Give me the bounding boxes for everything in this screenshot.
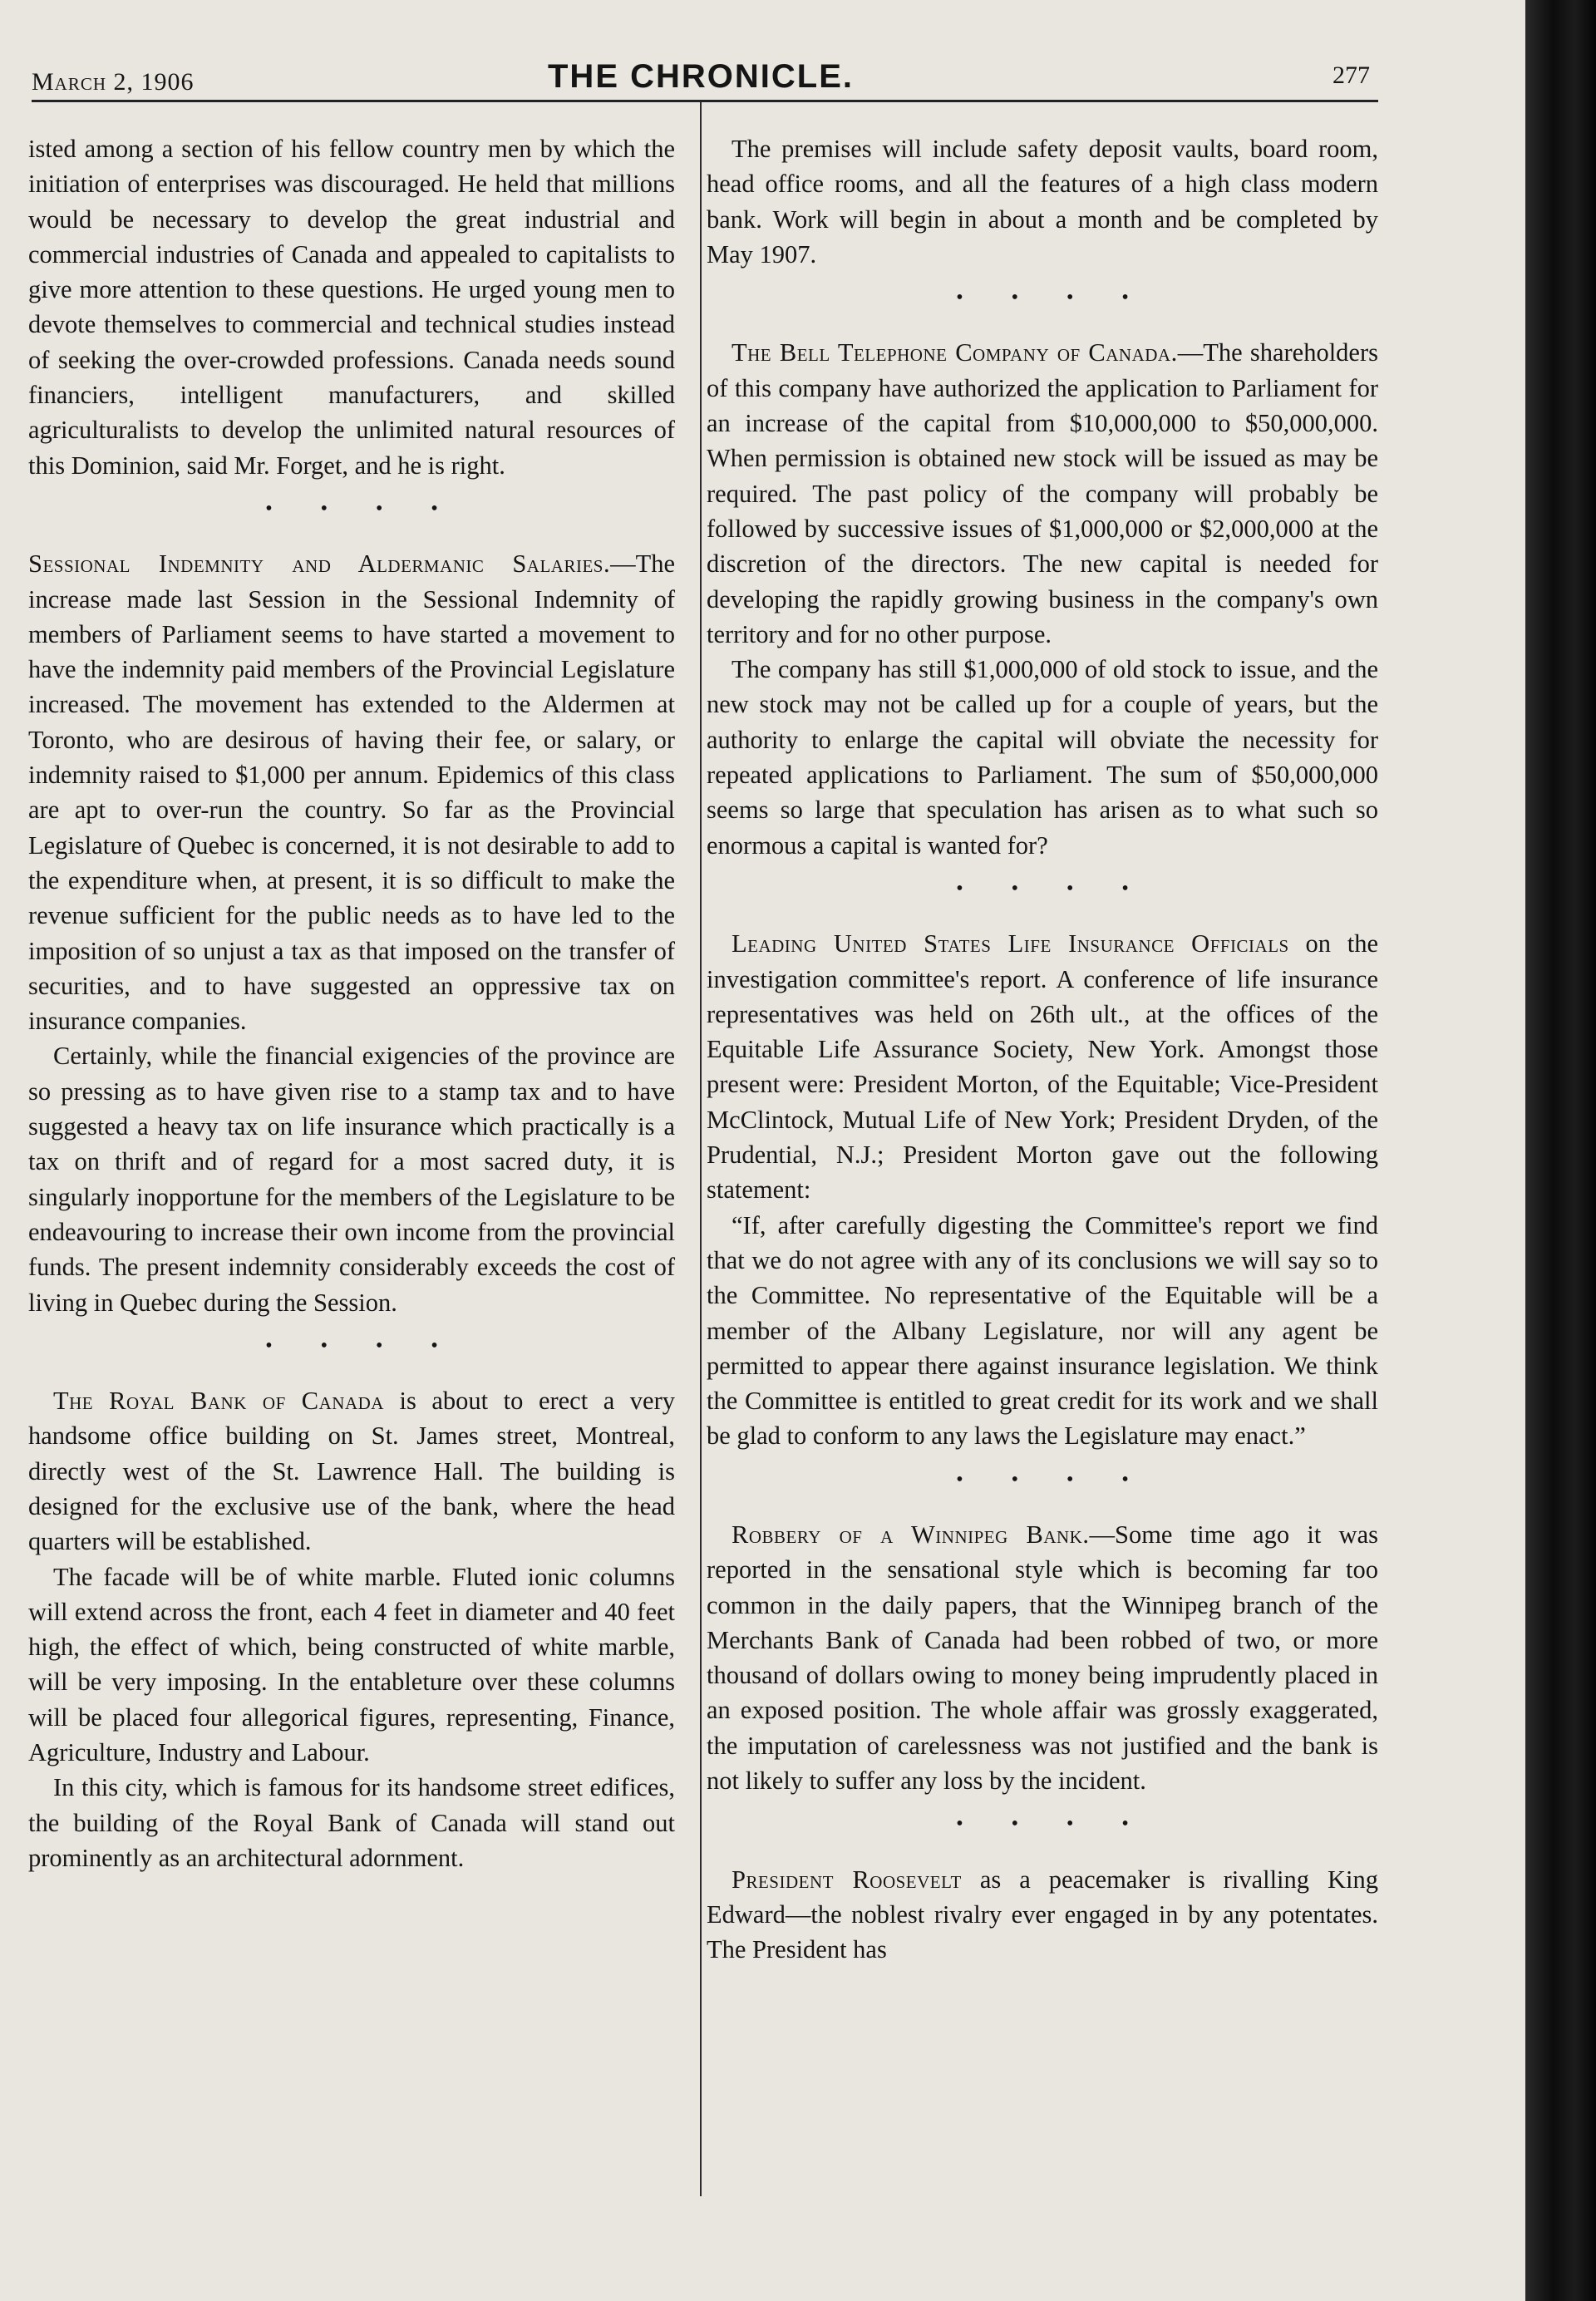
section-separator: • • • • — [265, 1334, 460, 1357]
statement-quote: “If, after carefully digesting the Committee's report we find that we do not agree with any of its conclusions we will say so to the Committee. No representative of the Equitable will be a member of the Albany Legislature, nor will any agent be permitted to appear there against insurance legislation. We think the Committee is entitled to great credit for its work and we shall be glad to conform to any laws the Legislature may enact.” — [707, 1210, 1378, 1451]
article-text: as a peacemaker is rivalling King Edward—the noblest rivalry ever engaged in by any potentates. The President has — [707, 1865, 1379, 1964]
right-column — [707, 131, 1378, 1968]
in-this-city-paragraph: In this city, which is famous for its handsome street edifices, the building of the Royal Bank of Canada will stand out prominently as an architectural adornment. — [28, 1773, 675, 1872]
article-heading: Sessional Indemnity and Aldermanic Salaries. — [28, 549, 611, 579]
page-header — [32, 52, 1370, 101]
article-heading: Leading United States Life Insurance Officials — [732, 929, 1289, 958]
roosevelt-article — [707, 1862, 1378, 1968]
article-heading: President Roosevelt — [732, 1865, 962, 1894]
section-separator: • • • • — [956, 1468, 1150, 1490]
bell-telephone-article — [707, 335, 1378, 652]
certainly-paragraph: Certainly, while the financial exigencies of the province are so pressing as to have given rise to a stamp tax and to have suggested a heavy tax on life insurance which practically is a tax on thrift and of regard for a most sacred duty, it is singularly inopportune for the members of the Legislature to be endeavouring to increase their own income from the provincial funds. The present indemnity considerably exceeds the cost of living in Quebec during the Session. — [28, 1042, 675, 1317]
article-text: —Some time ago it was reported in the sensational style which is becoming far too common in the daily papers, that the Winnipeg branch of the Merchants Bank of Canada had been robbed of two, or more thousand of dollars owing to money being imprudently placed in an exposed position. The whole affair was grossly exaggerated, the imputation of carelessness was not justified and the bank is not likely to suffer any loss by the incident. — [707, 1520, 1378, 1796]
section-separator: • • • • — [265, 497, 460, 520]
section-separator: • • • • — [956, 877, 1150, 899]
forget-paragraph: isted among a section of his fellow country men by which the initiation of enterprises was discouraged. He held that millions would be necessary to develop the great industrial and commercial industries of Canada and appealed to capitalists to give more attention to these questions. He urged young men to devote themselves to commercial and technical studies instead of seeking the over-crowded professions. Canada needs sound financiers, intelligent manufacturers, and skilled agriculturalists to develop the unlimited natural resources of this Dominion, said Mr. Forget, and he is right. — [28, 135, 675, 480]
article-text: —The shareholders of this company have authorized the application to Parliament for an increase of the capital from $10,000,000 to $50,000,000. When permission is obtained new stock will be issued as may be required. The past policy of the company will probably be followed by successive issues of $1,000,000 or $2,000,000 at the discretion of the directors. The new capital is needed for developing the rapidly growing business in the company's own territory and for no other purpose. — [707, 338, 1378, 648]
issue-date: March 2, 1906 — [32, 68, 195, 96]
header-rule — [32, 100, 1378, 102]
article-heading: The Bell Telephone Company of Canada. — [732, 338, 1178, 367]
premises-paragraph: The premises will include safety deposit vaults, board room, head office rooms, and all the features of a high class modern bank. Work will begin in about a month and be completed by May 1907. — [707, 135, 1378, 269]
bell-paragraph-2: The company has still $1,000,000 of old stock to issue, and the new stock may not be called up for a couple of years, but the authority to enlarge the capital will obviate the necessity for repeated applications to Parliament. The sum of $50,000,000 seems so large that speculation has arisen as to what such so enormous a capital is wanted for? — [707, 655, 1378, 860]
section-separator: • • • • — [956, 287, 1150, 309]
article-text: on the investigation committee's report. A conference of life insurance representatives was held on 26th ult., at the offices of the Equitable Life Assurance Society, New York. Amongst those present were: President Morton, of the Equitable; Vice-President McClintock, Mutual Life of New York; President Dryden, of the Prudential, N.J.; President Morton gave out the following statement: — [707, 929, 1378, 1205]
column-divider — [700, 101, 702, 2196]
article-text: —The increase made last Session in the Sessional Indemnity of members of Parliament seems to have started a movement to have the indemnity paid members of the Provincial Legislature increased. The movement has extended to the Aldermen at Toronto, who are desirous of having their fee, or salary, or indemnity raised to $1,000 per annum. Epidemics of this class are apt to over-run the country. So far as the Provincial Legislature of Quebec is concerned, it is not desirable to add to the expenditure when, at present, it is so difficult to make the revenue sufficient for the public needs as to have led to the imposition of so unjust a tax as that imposed on the transfer of securities, and to have suggested an oppressive tax on insurance companies. — [28, 549, 675, 1036]
life-insurance-article — [707, 926, 1378, 1207]
article-text: is about to erect a very handsome office building on St. James street, Montreal, directly west of the St. Lawrence Hall. The building is designed for the exclusive use of the bank, where the head quarters will be established. — [28, 1387, 675, 1556]
article-heading: The Royal Bank of Canada — [53, 1387, 384, 1416]
left-column — [28, 131, 675, 1875]
binding-edge — [1525, 0, 1596, 2301]
publication-title: THE CHRONICLE. — [548, 58, 854, 95]
facade-paragraph: The facade will be of white marble. Fluted ionic columns will extend across the front, each 4 feet in diameter and 40 feet high, the effect of which, being constructed of white marble, will be very imposing. In the entableture over these columns will be placed four allegorical figures, representing, Finance, Agriculture, Industry and Labour. — [28, 1562, 675, 1767]
section-separator: • • • • — [956, 1813, 1150, 1835]
page-number: 277 — [1332, 62, 1370, 89]
article-heading: Robbery of a Winnipeg Bank. — [732, 1520, 1090, 1549]
royal-bank-article — [28, 1383, 675, 1559]
winnipeg-robbery-article — [707, 1517, 1378, 1798]
sessional-indemnity-article — [28, 546, 675, 1038]
